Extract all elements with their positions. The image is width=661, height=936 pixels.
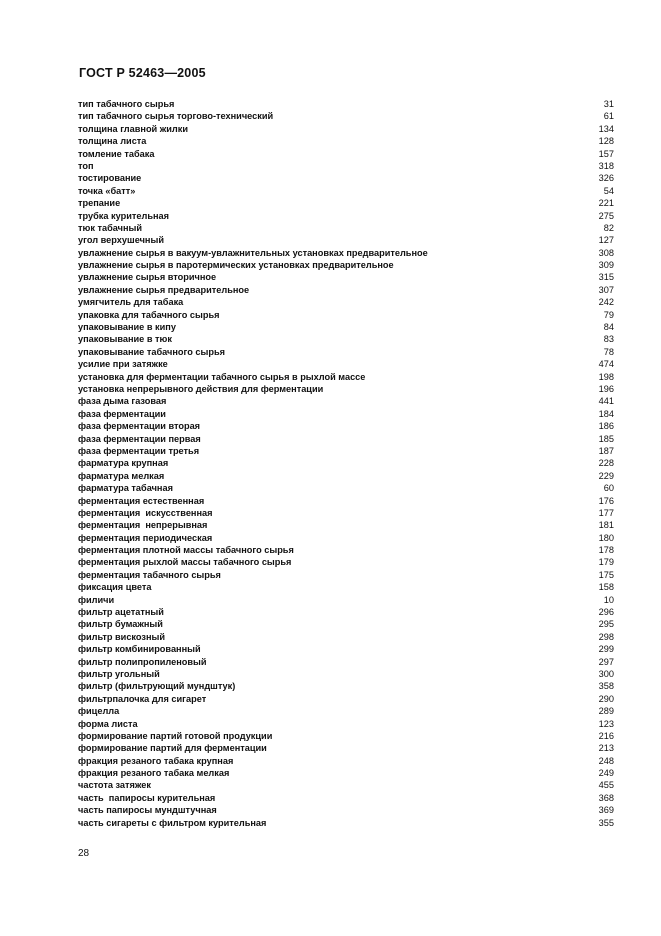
- index-term: часть папиросы мундштучная: [78, 805, 217, 816]
- index-entry: [78, 408, 614, 420]
- index-entry: [78, 234, 614, 246]
- index-term: часть сигареты с фильтром курительная: [78, 817, 267, 828]
- index-term: тип табачного сырья: [78, 99, 175, 109]
- index-entry: [78, 346, 614, 358]
- index-entry: [78, 172, 614, 184]
- index-entry: [78, 581, 614, 593]
- index-page-reference: 83: [603, 334, 614, 345]
- index-term: толщина листа: [78, 136, 147, 147]
- index-term: ферментация плотной массы табачного сырья: [78, 545, 294, 556]
- index-entry: [78, 804, 614, 816]
- index-page-reference: 455: [598, 780, 614, 791]
- index-page-reference: 213: [598, 743, 614, 754]
- index-entry: [78, 321, 614, 333]
- index-term: фильтр (фильтрующий мундштук): [78, 681, 236, 692]
- index-entry: [78, 160, 614, 172]
- index-entry: [78, 135, 614, 147]
- index-term: ферментация естественная: [78, 495, 205, 506]
- index-page-reference: 290: [598, 693, 614, 704]
- index-term: тюк табачный: [78, 222, 143, 233]
- index-entry: [78, 271, 614, 283]
- index-entry: [78, 656, 614, 668]
- index-page-reference: 228: [598, 458, 614, 469]
- index-entry: [78, 110, 614, 122]
- index-term: филичи: [78, 594, 115, 605]
- index-term: фильтрпалочка для сигарет: [78, 693, 207, 704]
- index-term: фаза ферментации третья: [78, 445, 200, 456]
- index-term: упаковывание в кипу: [78, 322, 176, 333]
- index-term: угол верхушечный: [78, 235, 164, 246]
- index-page-reference: 221: [598, 198, 614, 209]
- index-page-reference: 196: [598, 383, 614, 394]
- index-page-reference: 368: [598, 792, 614, 803]
- index-term: фракция резаного табака крупная: [78, 755, 234, 766]
- index-page-reference: 315: [598, 272, 614, 283]
- index-entry: [78, 532, 614, 544]
- index-page-reference: 10: [603, 594, 614, 605]
- index-entry: [78, 742, 614, 754]
- index-entry: [78, 755, 614, 767]
- index-term: увлажнение сырья в вакуум-увлажнительных установках предварительное: [78, 247, 428, 258]
- index-term: фильтр вискозный: [78, 631, 166, 642]
- index-page-reference: 441: [598, 396, 614, 407]
- index-entry: [78, 718, 614, 730]
- index-page-reference: 249: [598, 768, 614, 779]
- index-page-reference: 358: [598, 681, 614, 692]
- index-page-reference: 295: [598, 619, 614, 630]
- index-page-reference: 298: [598, 631, 614, 642]
- index-page-reference: 355: [598, 817, 614, 828]
- index-page-reference: 178: [598, 545, 614, 556]
- index-entry: [78, 730, 614, 742]
- index-page-reference: 242: [598, 297, 614, 308]
- index-entry: [78, 618, 614, 630]
- index-page-reference: 184: [598, 408, 614, 419]
- index-entry: [78, 296, 614, 308]
- index-entry: [78, 148, 614, 160]
- index-page-reference: 309: [598, 260, 614, 271]
- index-term: фильтр комбинированный: [78, 644, 201, 655]
- index-term: умягчитель для табака: [78, 297, 184, 308]
- index-page-reference: 180: [598, 532, 614, 543]
- index-term: ферментация рыхлой массы табачного сырья: [78, 557, 292, 568]
- index-entry: [78, 767, 614, 779]
- index-term: тип табачного сырья торгово-технический: [78, 111, 274, 122]
- index-entry: [78, 185, 614, 197]
- index-entry: [78, 556, 614, 568]
- index-entry: [78, 693, 614, 705]
- index-term: фильтр ацетатный: [78, 607, 164, 618]
- index-page-reference: 186: [598, 421, 614, 432]
- index-page-reference: 158: [598, 582, 614, 593]
- index-term: фарматура мелкая: [78, 470, 165, 481]
- page-number: 28: [78, 848, 90, 859]
- index-page-reference: 300: [598, 668, 614, 679]
- index-entry: [78, 98, 614, 110]
- index-term: фарматура крупная: [78, 458, 169, 469]
- index-page-reference: 128: [598, 136, 614, 147]
- index-term: фильтр полипропиленовый: [78, 656, 207, 667]
- index-entry: [78, 668, 614, 680]
- index-term: трепание: [78, 198, 121, 209]
- index-page-reference: 78: [603, 346, 614, 357]
- index-page-reference: 181: [598, 520, 614, 531]
- index-entry: [78, 123, 614, 135]
- index-entry: [78, 210, 614, 222]
- index-term: установка для ферментации табачного сырья в рыхлой массе: [78, 371, 366, 382]
- index-entry: [78, 222, 614, 234]
- index-term: увлажнение сырья в паротермических установках предварительное: [78, 260, 394, 271]
- index-page-reference: 299: [598, 644, 614, 655]
- index-entry: [78, 606, 614, 618]
- index-page-reference: 79: [603, 309, 614, 320]
- index-entry: [78, 457, 614, 469]
- index-term: фильтр угольный: [78, 668, 160, 679]
- index-page-reference: 177: [598, 507, 614, 518]
- index-term: тостирование: [78, 173, 142, 184]
- index-term: ферментация периодическая: [78, 532, 213, 543]
- index-term: форма листа: [78, 718, 138, 729]
- index-entry: [78, 544, 614, 556]
- index-term: увлажнение сырья предварительное: [78, 284, 250, 295]
- index-entry: [78, 519, 614, 531]
- index-term: точка «батт»: [78, 185, 136, 196]
- index-entry: [78, 680, 614, 692]
- index-page-reference: 275: [598, 210, 614, 221]
- index-entry: [78, 470, 614, 482]
- index-entry: [78, 569, 614, 581]
- index-page-reference: 216: [598, 730, 614, 741]
- index-entry: [78, 284, 614, 296]
- index-term: фаза ферментации: [78, 408, 166, 419]
- index-entry: [78, 445, 614, 457]
- index-entry: [78, 433, 614, 445]
- index-page-reference: 31: [603, 99, 614, 109]
- index-term: фаза ферментации первая: [78, 433, 201, 444]
- index-page-reference: 157: [598, 148, 614, 159]
- index-page-reference: 296: [598, 607, 614, 618]
- index-term: фаза дыма газовая: [78, 396, 167, 407]
- index-term: толщина главной жилки: [78, 123, 189, 134]
- index-page-reference: 123: [598, 718, 614, 729]
- index-page-reference: 187: [598, 445, 614, 456]
- index-term: ферментация искусственная: [78, 507, 213, 518]
- index-entry: [78, 371, 614, 383]
- index-entry: [78, 792, 614, 804]
- index-term: фицелла: [78, 706, 120, 717]
- index-page-reference: 198: [598, 371, 614, 382]
- index-term: формирование партий для ферментации: [78, 743, 267, 754]
- index-page-reference: 297: [598, 656, 614, 667]
- index-term: томление табака: [78, 148, 155, 159]
- index-page-reference: 61: [603, 111, 614, 122]
- alphabetical-index-list: [78, 98, 614, 829]
- index-term: увлажнение сырья вторичное: [78, 272, 217, 283]
- index-entry: [78, 631, 614, 643]
- index-term: часть папиросы курительная: [78, 792, 216, 803]
- index-term: ферментация табачного сырья: [78, 569, 221, 580]
- index-term: формирование партий готовой продукции: [78, 730, 273, 741]
- index-page-reference: 307: [598, 284, 614, 295]
- index-entry: [78, 247, 614, 259]
- index-page-reference: 474: [598, 359, 614, 370]
- index-page-reference: 308: [598, 247, 614, 258]
- index-page-reference: 134: [598, 123, 614, 134]
- index-entry: [78, 420, 614, 432]
- index-term: фаза ферментации вторая: [78, 421, 201, 432]
- index-page-reference: 248: [598, 755, 614, 766]
- index-entry: [78, 383, 614, 395]
- index-page-reference: 176: [598, 495, 614, 506]
- index-term: установка непрерывного действия для ферментации: [78, 383, 324, 394]
- index-term: упаковывание в тюк: [78, 334, 172, 345]
- index-page-reference: 84: [603, 322, 614, 333]
- index-entry: [78, 197, 614, 209]
- index-term: трубка курительная: [78, 210, 169, 221]
- index-page-reference: 289: [598, 706, 614, 717]
- index-term: фильтр бумажный: [78, 619, 163, 630]
- index-entry: [78, 643, 614, 655]
- index-page-reference: 369: [598, 805, 614, 816]
- document-standard-title: ГОСТ Р 52463—2005: [79, 66, 206, 80]
- index-page-reference: 179: [598, 557, 614, 568]
- index-term: упаковка для табачного сырья: [78, 309, 220, 320]
- index-entry: [78, 507, 614, 519]
- index-page-reference: 185: [598, 433, 614, 444]
- index-term: фиксация цвета: [78, 582, 152, 593]
- index-page-reference: 82: [603, 222, 614, 233]
- index-entry: [78, 594, 614, 606]
- index-page-reference: 326: [598, 173, 614, 184]
- index-entry: [78, 259, 614, 271]
- index-page-reference: 175: [598, 569, 614, 580]
- index-term: частота затяжек: [78, 780, 151, 791]
- index-entry: [78, 482, 614, 494]
- index-page-reference: 60: [603, 483, 614, 494]
- index-term: топ: [78, 160, 94, 171]
- index-entry: [78, 333, 614, 345]
- index-page-reference: 318: [598, 160, 614, 171]
- index-term: усилие при затяжке: [78, 359, 168, 370]
- index-entry: [78, 779, 614, 791]
- index-entry: [78, 358, 614, 370]
- index-page-reference: 127: [598, 235, 614, 246]
- index-entry: [78, 395, 614, 407]
- index-page-reference: 54: [603, 185, 614, 196]
- index-term: ферментация непрерывная: [78, 520, 208, 531]
- index-term: фракция резаного табака мелкая: [78, 768, 230, 779]
- index-entry: [78, 705, 614, 717]
- index-entry: [78, 817, 614, 829]
- index-page-reference: 229: [598, 470, 614, 481]
- index-term: упаковывание табачного сырья: [78, 346, 225, 357]
- index-entry: [78, 495, 614, 507]
- index-entry: [78, 309, 614, 321]
- index-term: фарматура табачная: [78, 483, 173, 494]
